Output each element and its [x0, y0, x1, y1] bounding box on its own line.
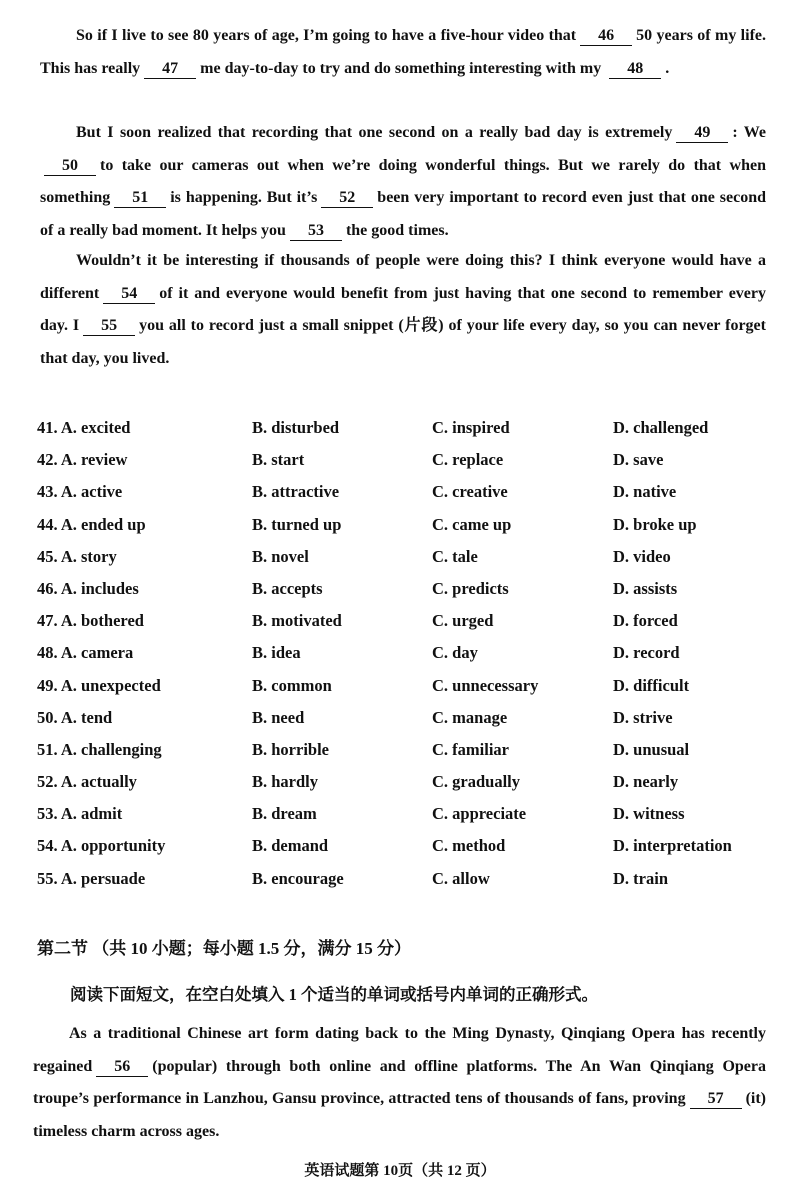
passage-paragraph-2: But I soon realized that recording that one second on a really bad day is extremely 49 : We50 to take our cameras out when we’re doing wonderful things. But we rarely do that when something 51 is happening. But it’s 52 been very important to record even just that one second of a really bad moment. It helps you 53 the good times.	[40, 124, 766, 239]
passage-paragraph-1: So if I live to see 80 years of age, I’m going to have a five-hour video that 46 50 years of my life. This has really 47 me day-to-day to try and do something interesting with my 48 .	[40, 27, 767, 77]
blank-52: 52	[321, 189, 373, 208]
option-row-50: 50. A. tend B. need C. manage D. strive	[37, 707, 673, 727]
blank-47: 47	[144, 60, 196, 79]
option-row-45: 45. A. story B. novel C. tale D. video	[37, 546, 671, 566]
blank-54: 54	[103, 285, 155, 304]
option-row-53: 53. A. admit B. dream C. appreciate D. witness	[37, 804, 685, 824]
blank-46: 46	[580, 27, 632, 46]
option-row-48: 48. A. camera B. idea C. day D. record	[37, 643, 680, 663]
blank-57: 57	[690, 1090, 742, 1109]
blank-49: 49	[676, 124, 728, 143]
blank-50: 50	[44, 157, 96, 176]
option-row-42: 42. A. review B. start C. replace D. save	[37, 450, 664, 470]
page-footer: 英语试题第 10页（共 12 页）	[304, 1163, 496, 1179]
options-list	[37, 418, 777, 901]
option-row-43: 43. A. active B. attractive C. creative D. native	[37, 482, 677, 502]
section-2-passage: As a traditional Chinese art form dating back to the Ming Dynasty, Qinqiang Opera has recently regained 56 (popular) through both online and offline platforms. The An Wan Qinqiang Opera troupe’s performance in Lanzhou, Gansu province, attracted tens of thousands of fans, proving 57 (it) timeless charm across ages.	[33, 1025, 766, 1140]
blank-51: 51	[114, 189, 166, 208]
blank-53: 53	[290, 222, 342, 241]
section-2-title: 第二节 （共 10 小题；每小题 1.5 分，满分 15 分）	[37, 939, 411, 958]
blank-48: 48	[609, 60, 661, 79]
option-row-55: 55. A. persuade B. encourage C. allow D. train	[37, 868, 668, 888]
option-row-47: 47. A. bothered B. motivated C. urged D. forced	[37, 611, 678, 631]
option-row-51: 51. A. challenging B. horrible C. familiar D. unusual	[37, 739, 690, 759]
blank-56: 56	[96, 1058, 148, 1077]
option-row-54: 54. A. opportunity B. demand C. method D. interpretation	[37, 836, 732, 856]
option-row-46: 46. A. includes B. accepts C. predicts D. assists	[37, 578, 678, 598]
option-row-49: 49. A. unexpected B. common C. unnecessary D. difficult	[37, 675, 690, 695]
option-row-44: 44. A. ended up B. turned up C. came up D. broke up	[37, 514, 697, 534]
option-row-52: 52. A. actually B. hardly C. gradually D. nearly	[37, 772, 679, 792]
blank-55: 55	[83, 317, 135, 336]
option-row-41: 41. A. excited B. disturbed C. inspired D. challenged	[37, 418, 709, 437]
passage-paragraph-3: Wouldn’t it be interesting if thousands of people were doing this? I think everyone would have a different 54 of it and everyone would benefit from just having that one second to remember every day. I 55 you all to record just a small snippet (片段) of your life every day, so you can never forget that day, you lived.	[40, 252, 766, 367]
section-2-instruction: 阅读下面短文，在空白处填入 1 个适当的单词或括号内单词的正确形式。	[70, 985, 598, 1004]
